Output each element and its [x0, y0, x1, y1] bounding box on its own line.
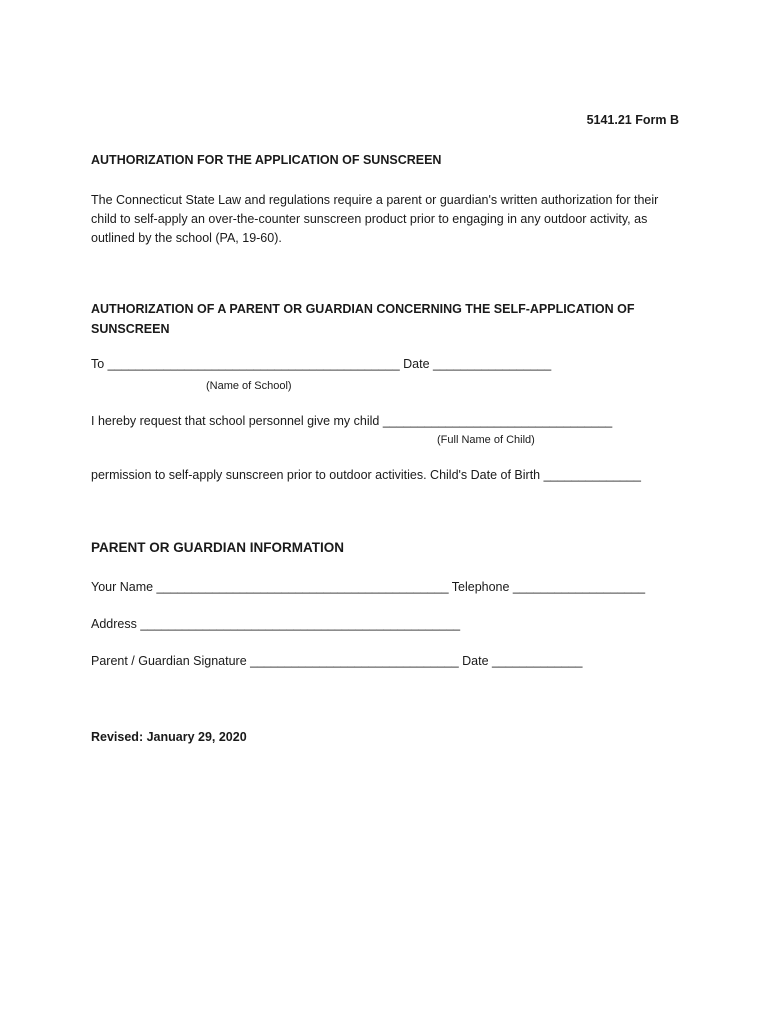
- section-title-guardian-info: PARENT OR GUARDIAN INFORMATION: [91, 540, 344, 555]
- school-name-caption: (Name of School): [206, 380, 292, 392]
- address-field-line: Address ______________________________________________: [91, 617, 461, 631]
- revised-date: Revised: January 29, 2020: [91, 730, 247, 744]
- child-name-caption: (Full Name of Child): [437, 434, 535, 446]
- school-date-field-line: To __________________________________________ Date _________________: [91, 357, 552, 371]
- form-number: 5141.21 Form B: [586, 113, 679, 127]
- name-telephone-field-line: Your Name __________________________________________ Telephone ___________________: [91, 580, 646, 594]
- section-title-parent-authorization: AUTHORIZATION OF A PARENT OR GUARDIAN CONCERNING THE SELF-APPLICATION OF SUNSCREEN: [91, 302, 635, 336]
- child-name-field-line: I hereby request that school personnel give my child _________________________________: [91, 414, 613, 428]
- section-title-authorization: AUTHORIZATION FOR THE APPLICATION OF SUNSCREEN: [91, 153, 442, 167]
- intro-paragraph: The Connecticut State Law and regulations require a parent or guardian's written authorization for their child to self-apply an over-the-counter sunscreen product prior to engaging in any outdoor activity, as outlined by the school (PA, 19-60).: [91, 193, 659, 245]
- signature-date-field-line: Parent / Guardian Signature ______________________________ Date _____________: [91, 654, 583, 668]
- birthdate-field-line: permission to self-apply sunscreen prior to outdoor activities. Child's Date of Birth ______________: [91, 468, 641, 482]
